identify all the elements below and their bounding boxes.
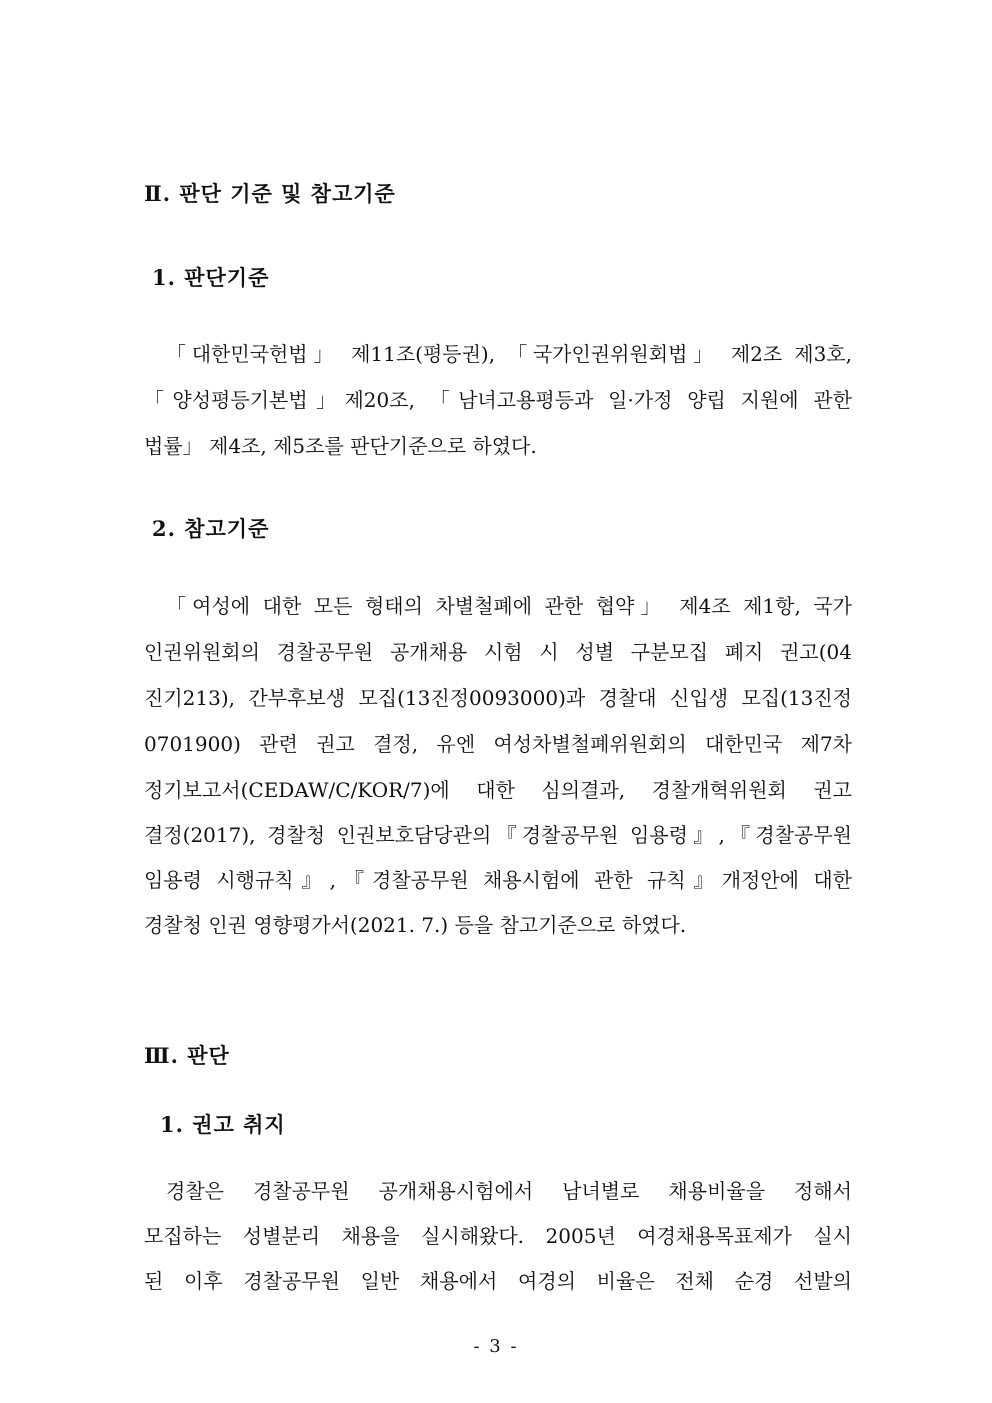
paragraph-line: 「여성에 대한 모든 형태의 차별철폐에 관한 협약」 제4조 제1항, 국가 xyxy=(166,594,852,618)
page-number: - 3 - xyxy=(473,1336,519,1357)
paragraph-line: 된 이후 경찰공무원 일반 채용에서 여경의 비율은 전체 순경 선발의 xyxy=(144,1269,852,1293)
paragraph-line: 인권위원회의 경찰공무원 공개채용 시험 시 성별 구분모집 폐지 권고(04 xyxy=(144,640,852,664)
paragraph-line: 「양성평등기본법」제20조, 「남녀고용평등과 일·가정 양립 지원에 관한 xyxy=(144,388,852,412)
subsection-2-1-heading: 1. 판단기준 xyxy=(152,265,270,290)
paragraph-line: 법률」 제4조, 제5조를 판단기준으로 하였다. xyxy=(144,434,537,458)
paragraph-line: 임용령 시행규칙』,『경찰공무원 채용시험에 관한 규칙』개정안에 대한 xyxy=(144,868,852,892)
subsection-3-1-heading: 1. 권고 취지 xyxy=(160,1112,286,1137)
paragraph-line: 진기213), 간부후보생 모집(13진정0093000)과 경찰대 신입생 모집(13진정 xyxy=(144,686,852,710)
paragraph-line: 경찰은 경찰공무원 공개채용시험에서 남녀별로 채용비율을 정해서 xyxy=(166,1179,852,1203)
paragraph-line: 결정(2017), 경찰청 인권보호담당관의『경찰공무원 임용령』,『경찰공무원 xyxy=(144,823,852,847)
section-2-heading: Ⅱ. 판단 기준 및 참고기준 xyxy=(144,181,396,206)
section-3-heading: Ⅲ. 판단 xyxy=(144,1043,230,1068)
paragraph-line: 정기보고서(CEDAW/C/KOR/7)에 대한 심의결과, 경찰개혁위원회 권고 xyxy=(144,778,852,802)
paragraph-line: 경찰청 인권 영향평가서(2021. 7.) 등을 참고기준으로 하였다. xyxy=(144,913,687,937)
paragraph-line: 모집하는 성별분리 채용을 실시해왔다. 2005년 여경채용목표제가 실시 xyxy=(144,1224,852,1248)
paragraph-line: 0701900) 관련 권고 결정, 유엔 여성차별철폐위원회의 대한민국 제7차 xyxy=(144,732,852,756)
paragraph-line: 「대한민국헌법」 제11조(평등권), 「국가인권위원회법」 제2조 제3호, xyxy=(166,342,852,366)
subsection-2-2-heading: 2. 참고기준 xyxy=(152,516,270,541)
